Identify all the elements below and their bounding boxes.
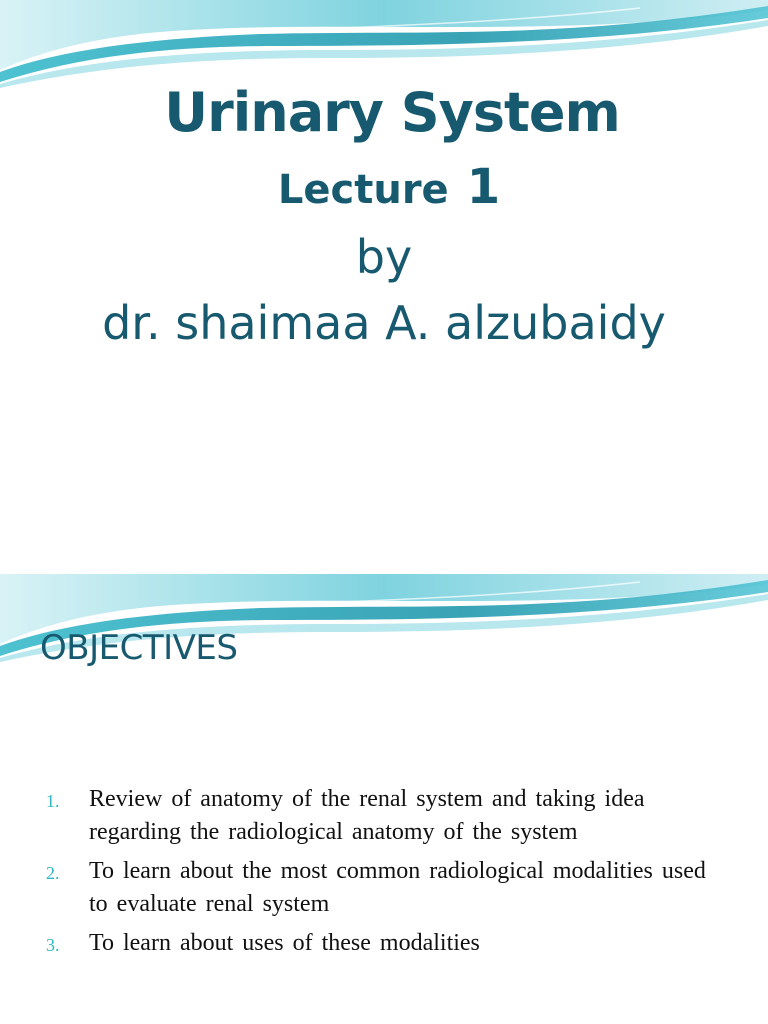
lecture-line [0,158,768,219]
title-block [0,78,768,355]
list-item-text: To learn about uses of these modalities [89,930,480,956]
objectives-heading: OBJECTIVES [40,628,238,668]
author-name: dr. shaimaa A. alzubaidy [102,296,666,350]
by-text: by [355,230,413,284]
objectives-list [0,783,768,966]
list-item-number: 2. [46,863,60,883]
lecture-number: 1 [466,159,501,215]
lecture-label: Lecture [277,167,449,213]
list-item-number: 3. [46,935,60,955]
list-item [0,855,768,921]
list-item [0,927,768,960]
list-item-number: 1. [46,791,60,811]
list-item-text: To learn about the most common radiological modalities used to evaluate renal system [89,858,706,917]
slide-title: Urinary System [164,81,620,144]
wave-decoration-top [0,0,768,90]
list-item [0,783,768,849]
list-item-text: Review of anatomy of the renal system and taking idea regarding the radiological anatomy of the system [89,786,645,845]
